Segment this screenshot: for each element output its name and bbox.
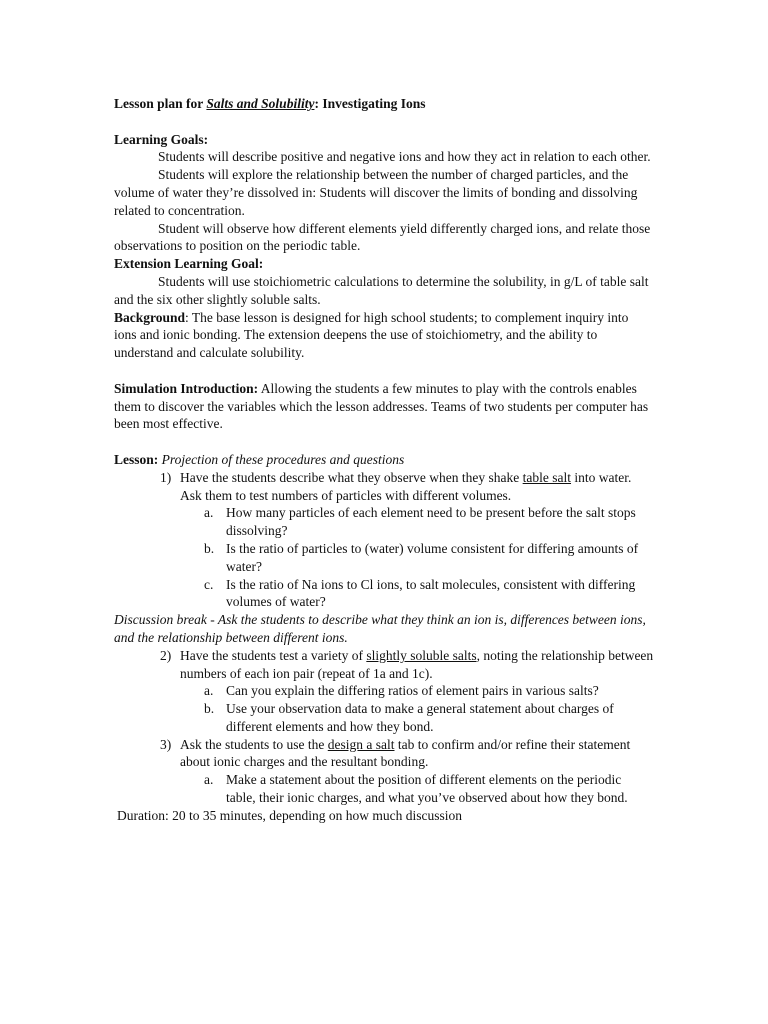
- background-label: Background: [114, 309, 186, 325]
- title-prefix: Lesson plan for: [114, 96, 207, 111]
- simulation-intro-text: Allowing the students a few minutes to play with the controls enables them to discover the variables which the lesson addresses. Teams of two students per computer has been most effective.: [114, 380, 649, 432]
- slightly-soluble-salts-link[interactable]: slightly soluble salts: [366, 647, 477, 663]
- design-a-salt-link[interactable]: design a salt: [327, 736, 395, 752]
- sub-list-item: [114, 576, 654, 612]
- sub-list-letter: b.: [204, 701, 215, 717]
- list-number: 1): [160, 469, 172, 485]
- sub-list-item: [114, 700, 654, 736]
- learning-goals-heading: Learning Goals:: [114, 131, 209, 147]
- sub-list-letter: a.: [204, 772, 214, 788]
- duration-text: Duration: 20 to 35 minutes, depending on how much discussion: [117, 807, 462, 823]
- list-item: [114, 647, 654, 683]
- simulation-intro-paragraph: [114, 380, 654, 433]
- background-text: : The base lesson is designed for high school students; to complement inquiry into ions and ionic bonding. The extension deepens the use of stoichiometry, and the ability to understand and calculate solubility.: [114, 309, 629, 361]
- list-number: 3): [160, 736, 172, 752]
- list-item: [114, 469, 654, 505]
- sub-list-letter: b.: [204, 540, 215, 556]
- list-item-text: Have the students describe what they observe when they shake table salt into water. Ask them to test numbers of particles with different volumes.: [180, 469, 632, 503]
- discussion-break: Discussion break - Ask the students to describe what they think an ion is, differences between ions, and the relationship between different ions.: [114, 612, 646, 645]
- list-item-text: Have the students test a variety of slightly soluble salts, noting the relationship between numbers of each ion pair (repeat of 1a and 1c).: [180, 647, 654, 681]
- sub-list-text: Can you explain the differing ratios of element pairs in various salts?: [226, 683, 599, 699]
- list-item-text: Ask the students to use the design a salt tab to confirm and/or refine their statement about ionic charges and the resultant bonding.: [180, 736, 631, 770]
- list-number: 2): [160, 647, 172, 663]
- lesson-label: Lesson:: [114, 451, 159, 467]
- sub-list-item: [114, 540, 654, 576]
- extension-heading: Extension Learning Goal:: [114, 256, 264, 272]
- extension-goal: Students will use stoichiometric calculations to determine the solubility, in g/L of table salt and the six other slightly soluble salts.: [114, 273, 649, 307]
- learning-goal-3: Student will observe how different elements yield differently charged ions, and relate those observations to position on the periodic table.: [114, 220, 651, 254]
- sub-list-item: [114, 771, 654, 807]
- background-paragraph: [114, 309, 654, 362]
- lesson-note: Projection of these procedures and questions: [158, 451, 405, 467]
- sub-list-text: Is the ratio of particles to (water) volume consistent for differing amounts of water?: [226, 540, 639, 574]
- simulation-intro-label: Simulation Introduction:: [114, 380, 259, 396]
- lesson-heading: [114, 451, 654, 469]
- sub-list-text: Is the ratio of Na ions to Cl ions, to salt molecules, consistent with differing volumes of water?: [226, 576, 636, 610]
- document-body: [114, 95, 654, 825]
- table-salt-link[interactable]: table salt: [522, 469, 572, 485]
- title-sim-name: Salts and Solubility: [206, 96, 315, 111]
- sub-list-item: [114, 682, 654, 700]
- sub-list-text: Make a statement about the position of different elements on the periodic table, their ionic charges, and what you’ve observed about how they bond.: [226, 772, 628, 806]
- sub-list-letter: c.: [204, 576, 214, 592]
- sub-list-letter: a.: [204, 683, 214, 699]
- sub-list-item: [114, 504, 654, 540]
- list-item: [114, 736, 654, 772]
- learning-goal-2: Students will explore the relationship between the number of charged particles, and the volume of water they’re dissolved in: Students will discover the limits of bonding and dissolving related to concentration.: [114, 167, 638, 218]
- learning-goal-1: Students will describe positive and negative ions and how they act in relation to each other.: [158, 149, 651, 165]
- page-title: [114, 95, 654, 113]
- sub-list-letter: a.: [204, 505, 214, 521]
- sub-list-text: How many particles of each element need to be present before the salt stops dissolving?: [226, 505, 636, 539]
- sub-list-text: Use your observation data to make a general statement about charges of different elements and how they bond.: [226, 701, 614, 734]
- title-suffix: : Investigating Ions: [314, 96, 426, 111]
